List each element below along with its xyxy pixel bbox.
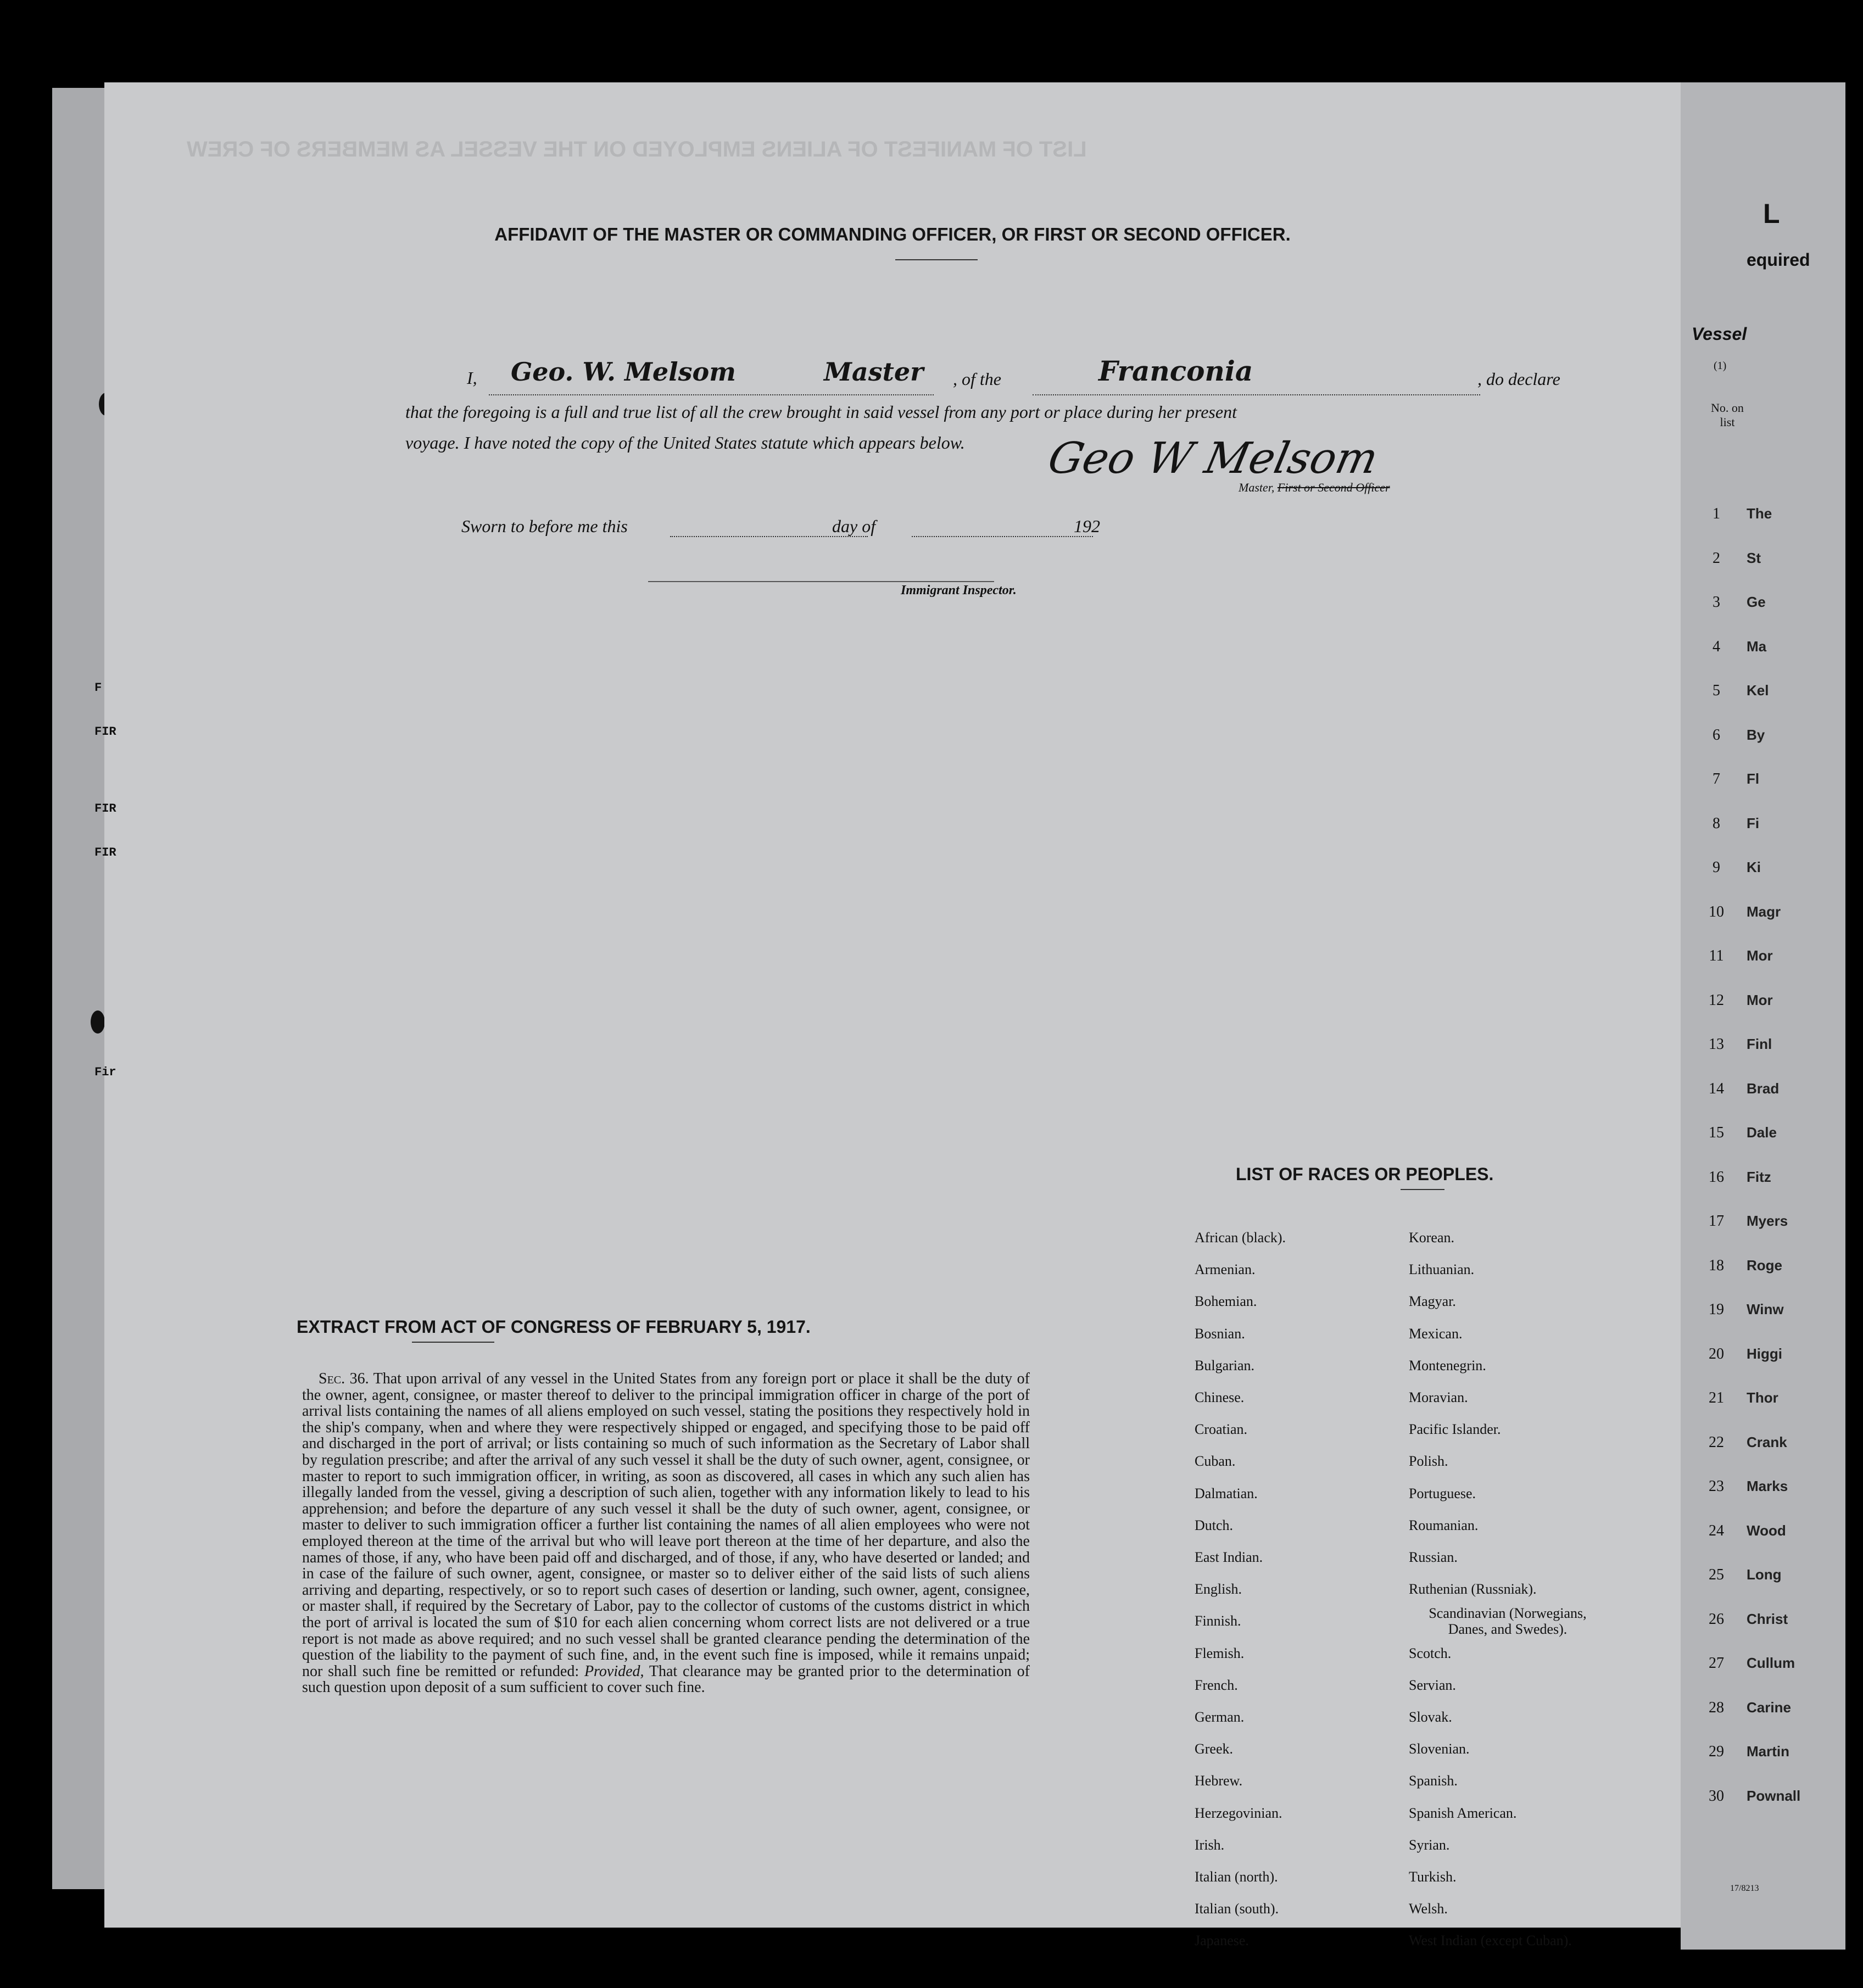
margin-fragment: FIR [94, 846, 116, 859]
row-number: 5 [1713, 682, 1720, 699]
row-number: 17 [1709, 1213, 1724, 1230]
row-number: 29 [1709, 1743, 1724, 1760]
sworn-label: Sworn to before me this [461, 516, 628, 536]
race-item: Armenian. [1195, 1261, 1256, 1278]
row-name-fragment: Roge [1747, 1257, 1782, 1274]
row-number: 10 [1709, 903, 1724, 920]
races-right-column [1409, 1222, 1607, 1957]
row-number: 15 [1709, 1124, 1724, 1141]
race-item: Magyar. [1409, 1293, 1456, 1310]
row-number: 9 [1713, 859, 1720, 876]
race-item: Chinese. [1195, 1389, 1245, 1406]
race-item: Moravian. [1409, 1389, 1468, 1406]
race-item: Finnish. [1195, 1613, 1241, 1629]
row-name-fragment: Marks [1747, 1478, 1788, 1494]
row-name-fragment: St [1747, 549, 1761, 566]
race-item: Bulgarian. [1195, 1357, 1255, 1373]
vessel-name-handwritten: Franconia [1098, 355, 1253, 387]
race-item: West Indian (except Cuban). [1409, 1933, 1572, 1949]
races-title: LIST OF RACES OR PEOPLES. [1236, 1164, 1494, 1184]
master-name-handwritten: Geo. W. Melsom [511, 357, 736, 387]
extract-title: EXTRACT FROM ACT OF CONGRESS OF FEBRUARY 5, 1917. [297, 1317, 811, 1337]
race-item: Japanese. [1195, 1933, 1249, 1949]
provided-label: Provided, [584, 1662, 644, 1680]
section-label: Sec. 36. [319, 1370, 369, 1387]
bleed-through-text: LIST OF MANIFEST OF ALIENS EMPLOYED ON THE VESSEL AS MEMBERS OF CREW [187, 137, 1087, 161]
race-item: Hebrew. [1195, 1773, 1243, 1789]
row-name-fragment: Martin [1747, 1743, 1789, 1760]
row-number: 14 [1709, 1080, 1724, 1097]
row-name-fragment: Crank [1747, 1433, 1787, 1450]
year-label: 192 [1074, 516, 1100, 536]
row-number: 2 [1713, 549, 1720, 567]
race-item: Montenegrin. [1409, 1357, 1486, 1373]
race-item: Lithuanian. [1409, 1261, 1475, 1278]
row-name-fragment: Magr [1747, 903, 1781, 920]
race-item: Turkish. [1409, 1869, 1457, 1885]
race-item: Herzegovinian. [1195, 1805, 1282, 1821]
row-number: 30 [1709, 1787, 1724, 1805]
race-item: Scotch. [1409, 1645, 1452, 1661]
race-item: Servian. [1409, 1677, 1456, 1693]
race-item: Korean. [1409, 1230, 1455, 1246]
master-signature: Geo W Melsom [1044, 434, 1382, 483]
of-the-label: , of the [953, 369, 1001, 389]
margin-fragment: FIR [94, 725, 116, 739]
row-name-fragment: Higgi [1747, 1345, 1782, 1362]
inspector-signature-line [648, 581, 994, 582]
extract-body [302, 1371, 1030, 1696]
adjacent-footer-note: 17/8213 [1730, 1884, 1759, 1893]
row-name-fragment: Fi [1747, 814, 1760, 831]
row-name-fragment: Mor [1747, 947, 1773, 964]
row-name-fragment: Ki [1747, 859, 1761, 875]
row-name-fragment: Fitz [1747, 1168, 1771, 1185]
race-item: Syrian. [1409, 1836, 1450, 1853]
row-number: 21 [1709, 1389, 1724, 1406]
affidavit-line-3: voyage. I have noted the copy of the United States statute which appears below. [405, 433, 965, 453]
row-number: 3 [1713, 594, 1720, 611]
margin-fragment: F [94, 681, 102, 695]
race-item: English. [1195, 1581, 1242, 1598]
race-item: Bohemian. [1195, 1293, 1257, 1310]
row-number: 28 [1709, 1699, 1724, 1716]
adjacent-header-fragment: L [1763, 198, 1780, 229]
vessel-name-line [1033, 394, 1480, 395]
race-item: German. [1195, 1709, 1245, 1725]
row-number: 12 [1709, 991, 1724, 1009]
race-item: Spanish. [1409, 1773, 1458, 1789]
row-number: 25 [1709, 1566, 1724, 1583]
race-item: Flemish. [1195, 1645, 1245, 1661]
row-number: 16 [1709, 1168, 1724, 1186]
race-item: Slovak. [1409, 1709, 1452, 1725]
row-name-fragment: Mor [1747, 991, 1773, 1008]
row-number: 4 [1713, 638, 1720, 655]
race-item: Mexican. [1409, 1325, 1463, 1342]
races-left-column [1195, 1222, 1286, 1957]
race-item: Welsh. [1409, 1901, 1448, 1917]
extract-title-rule [412, 1342, 494, 1343]
i-label: I, [467, 368, 477, 388]
row-number: 26 [1709, 1610, 1724, 1628]
row-name-fragment: Brad [1747, 1080, 1780, 1097]
races-title-rule [1401, 1189, 1444, 1190]
row-name-fragment: Ge [1747, 594, 1766, 610]
row-name-fragment: Thor [1747, 1389, 1778, 1406]
signature-caption-struck: First or Second Officer [1277, 481, 1390, 494]
race-item: Spanish American. [1409, 1805, 1517, 1821]
row-name-fragment: Myers [1747, 1213, 1788, 1229]
row-name-fragment: Fl [1747, 770, 1760, 787]
row-number: 11 [1709, 947, 1724, 964]
race-item: Slovenian. [1409, 1741, 1470, 1757]
race-item: Polish. [1409, 1453, 1448, 1470]
row-name-fragment: Dale [1747, 1124, 1777, 1141]
adjacent-required-fragment: equired [1747, 250, 1810, 270]
title-rule [895, 259, 978, 260]
race-item: Bosnian. [1195, 1325, 1245, 1342]
row-name-fragment: The [1747, 505, 1772, 522]
adjacent-vessel-fragment: Vessel [1692, 324, 1747, 344]
adjacent-col-label: No. on list [1711, 401, 1744, 429]
row-number: 19 [1709, 1301, 1724, 1318]
row-number: 7 [1713, 770, 1720, 788]
row-name-fragment: Cullum [1747, 1655, 1795, 1671]
row-number: 18 [1709, 1257, 1724, 1274]
row-name-fragment: Winw [1747, 1301, 1784, 1317]
race-item: Portuguese. [1409, 1485, 1476, 1501]
row-number: 13 [1709, 1036, 1724, 1053]
race-item: Cuban. [1195, 1453, 1236, 1470]
inspector-label: Immigrant Inspector. [901, 583, 1017, 597]
race-item: Greek. [1195, 1741, 1234, 1757]
row-name-fragment: Long [1747, 1566, 1782, 1583]
race-item: Scandinavian (Norwegians, Danes, and Swedes). [1429, 1605, 1587, 1638]
signature-caption-prefix: Master, [1239, 481, 1278, 494]
race-item: Italian (north). [1195, 1869, 1278, 1885]
race-item: Irish. [1195, 1836, 1225, 1853]
master-rank-handwritten: Master [824, 357, 924, 387]
row-name-fragment: Pownall [1747, 1787, 1801, 1804]
master-name-line [489, 394, 934, 395]
race-item: Pacific Islander. [1409, 1421, 1501, 1438]
left-edge-strip [52, 88, 107, 1889]
row-name-fragment: By [1747, 726, 1765, 743]
row-name-fragment: Kel [1747, 682, 1769, 699]
adjacent-col-number: (1) [1714, 360, 1727, 372]
provided-text: That clearance may be granted prior to the determination of such question upon deposit of a sum sufficient to cover such fine. [302, 1662, 1030, 1696]
affidavit-title: AFFIDAVIT OF THE MASTER OR COMMANDING OFFICER, OR FIRST OR SECOND OFFICER. [494, 224, 1291, 244]
margin-fragment: Fir [94, 1065, 116, 1079]
signature-caption [1239, 481, 1390, 495]
race-item: French. [1195, 1677, 1238, 1693]
race-item: Dalmatian. [1195, 1485, 1258, 1501]
row-number: 20 [1709, 1345, 1724, 1362]
row-name-fragment: Christ [1747, 1610, 1788, 1627]
race-item: Ruthenian (Russniak). [1409, 1581, 1537, 1598]
hole-punch-3 [91, 1010, 105, 1034]
row-name-fragment: Carine [1747, 1699, 1791, 1716]
row-number: 1 [1713, 505, 1720, 522]
row-name-fragment: Ma [1747, 638, 1767, 655]
row-number: 23 [1709, 1478, 1724, 1495]
row-name-fragment: Finl [1747, 1036, 1772, 1052]
sworn-month-line [912, 536, 1093, 537]
race-item: Roumanian. [1409, 1517, 1479, 1533]
row-number: 6 [1713, 726, 1720, 744]
row-number: 27 [1709, 1655, 1724, 1672]
race-item: Russian. [1409, 1549, 1458, 1566]
day-of-label: day of [832, 516, 876, 536]
race-item: African (black). [1195, 1230, 1286, 1246]
do-declare-label: , do declare [1477, 369, 1560, 389]
race-item: East Indian. [1195, 1549, 1263, 1566]
margin-fragment: FIR [94, 802, 116, 816]
race-item: Croatian. [1195, 1421, 1248, 1438]
row-number: 22 [1709, 1433, 1724, 1451]
section-body: That upon arrival of any vessel in the United States from any foreign port or place it shall be the duty of the owner, agent, consignee, or master thereof to deliver to the principal immigration officer in charge of the port of arrival lists containing the names of all aliens employed on such vessel, stating the positions they respectively hold in the ship's company, when and where they were respectively shipped or engaged, and specifying those to be paid off and discharged in the port of arrival; or lists containing so much of such information as the Secretary of Labor shall by regulation prescribe; and after the arrival of any such vessel it shall be the duty of such owner, agent, consignee, or master to report to such immigration officer, in writing, as soon as discovered, all cases in which any such alien has illegally landed from the vessel, giving a description of such alien, together with any information likely to lead to his apprehension; and before the departure of any such vessel it shall be the duty of such owner, agent, consignee, or master to deliver to such immigration officer a further list containing the names of all alien employees who were not employed thereon at the time of the arrival but who will leave port thereon at the time of her departure, and also the names of those, if any, who have been paid off and discharged, and of those, if any, who have deserted or landed; and in case of the failure of such owner, agent, consignee, or master so to deliver either of the said lists of such aliens arriving and departing, respectively, or so to report such cases of desertion or landing, such owner, agent, consignee, or master shall, if required by the Secretary of Labor, pay to the collector of customs of the customs district in which the port of arrival is located the sum of $10 for each alien concerning whom correct lists are not delivered or a true report is not made as above required; and no such vessel shall be granted clearance pending the determination of the question of the liability to the payment of such fine, and, in the event such fine is imposed, while it remains unpaid; nor shall such fine be remitted or refunded: [302, 1370, 1030, 1680]
manifest-sheet [104, 82, 1681, 1949]
row-number: 8 [1713, 814, 1720, 832]
race-item: Dutch. [1195, 1517, 1234, 1533]
row-name-fragment: Wood [1747, 1522, 1786, 1539]
race-item: Italian (south). [1195, 1901, 1279, 1917]
affidavit-line-2: that the foregoing is a full and true list of all the crew brought in said vessel from any port or place during her present [405, 402, 1237, 422]
row-number: 24 [1709, 1522, 1724, 1539]
